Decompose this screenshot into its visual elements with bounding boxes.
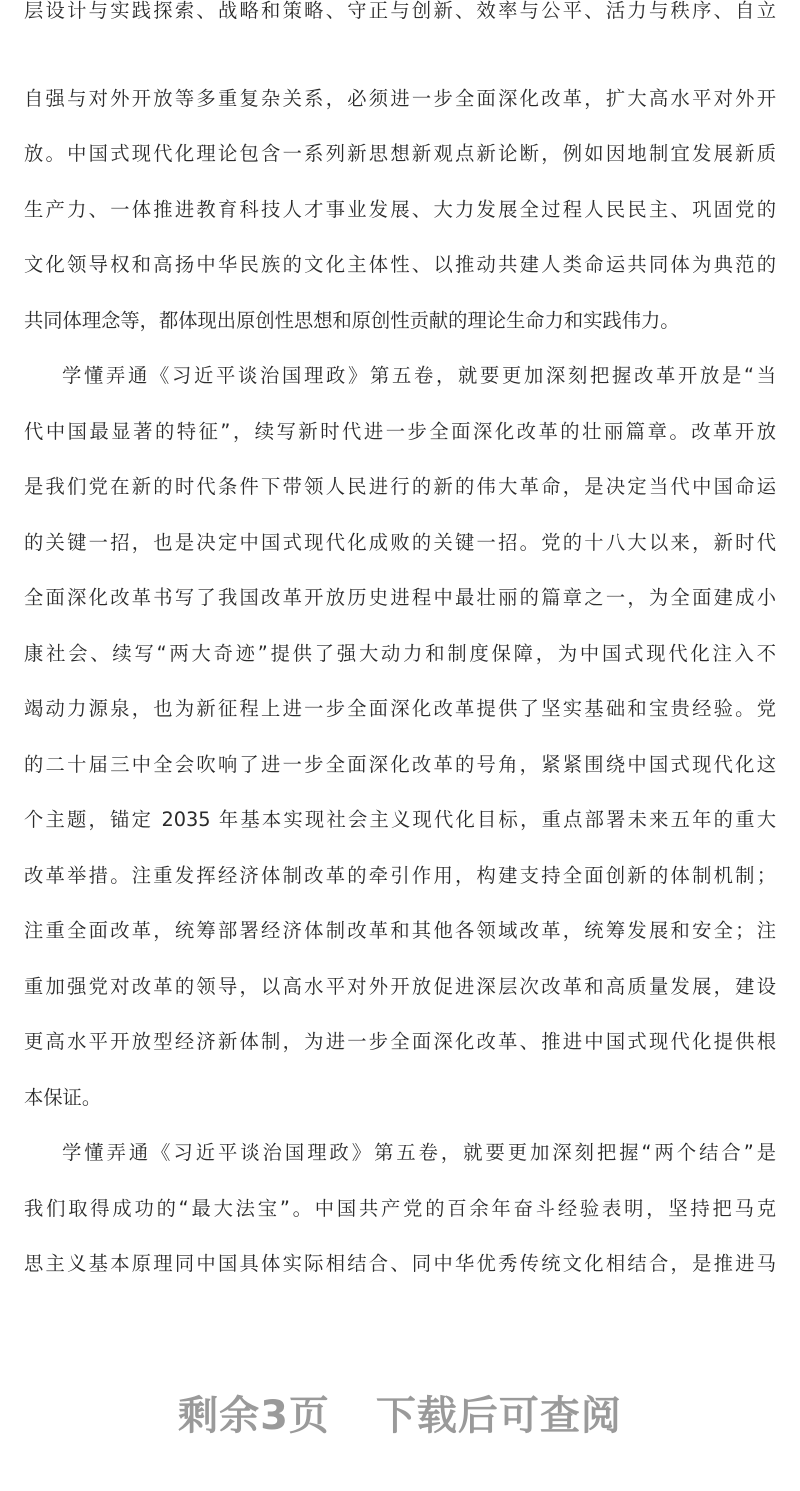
text-line: 自强与对外开放等多重复杂关系，必须进一步全面深化改革，扩大高水平对外开 xyxy=(24,87,776,110)
text-line: 代中国最显著的特征”，续写新时代进一步全面深化改革的壮丽篇章。改革开放 xyxy=(24,420,776,443)
text-line: 是我们党在新的时代条件下带领人民进行的新的伟大革命，是决定当代中国命运 xyxy=(24,475,776,498)
text-line: 思主义基本原理同中国具体实际相结合、同中华优秀传统文化相结合，是推进马 xyxy=(24,1252,776,1275)
text-line: 学懂弄通《习近平谈治国理政》第五卷，就要更加深刻把握“两个结合”是 xyxy=(62,1141,776,1164)
text-line: 我们取得成功的“最大法宝”。中国共产党的百余年奋斗经验表明，坚持把马克 xyxy=(24,1197,776,1220)
text-line: 更高水平开放型经济新体制，为进一步全面深化改革、推进中国式现代化提供根 xyxy=(24,1030,776,1053)
text-line: 本保证。 xyxy=(24,1086,102,1109)
remaining-pages-text: 剩余3页 xyxy=(178,1393,330,1439)
text-line: 竭动力源泉，也为新征程上进一步全面深化改革提供了坚实基础和宝贵经验。党 xyxy=(24,697,776,720)
text-line: 重加强党对改革的领导，以高水平对外开放促进深层次改革和高质量发展，建设 xyxy=(24,975,776,998)
text-line: 改革举措。注重发挥经济体制改革的牵引作用，构建支持全面创新的体制机制； xyxy=(24,864,776,887)
download-to-view-text: 下载后可查阅 xyxy=(375,1393,622,1439)
text-line: 的关键一招，也是决定中国式现代化成败的关键一招。党的十八大以来，新时代 xyxy=(24,531,776,554)
text-line: 生产力、一体推进教育科技人才事业发展、大力发展全过程人民民主、巩固党的 xyxy=(24,198,776,221)
text-line: 的二十届三中全会吹响了进一步全面深化改革的号角，紧紧围绕中国式现代化这 xyxy=(24,753,776,776)
text-line: 共同体理念等，都体现出原创性思想和原创性贡献的理论生命力和实践伟力。 xyxy=(24,309,680,332)
text-line: 层设计与实践探索、战略和策略、守正与创新、效率与公平、活力与秩序、自立 xyxy=(24,0,776,22)
text-line: 注重全面改革，统筹部署经济体制改革和其他各领域改革，统筹发展和安全；注 xyxy=(24,919,776,942)
text-line: 康社会、续写“两大奇迹”提供了强大动力和制度保障，为中国式现代化注入不 xyxy=(24,642,776,665)
text-line: 放。中国式现代化理论包含一系列新思想新观点新论断，例如因地制宜发展新质 xyxy=(24,142,776,165)
download-prompt[interactable] xyxy=(0,1388,800,1444)
text-line: 文化领导权和高扬中华民族的文化主体性、以推动共建人类命运共同体为典范的 xyxy=(24,253,776,276)
text-line: 学懂弄通《习近平谈治国理政》第五卷，就要更加深刻把握改革开放是“当 xyxy=(62,364,776,387)
text-line: 个主题，锚定 2035 年基本实现社会主义现代化目标，重点部署未来五年的重大 xyxy=(24,808,776,831)
text-line: 全面深化改革书写了我国改革开放历史进程中最壮丽的篇章之一，为全面建成小 xyxy=(24,586,776,609)
